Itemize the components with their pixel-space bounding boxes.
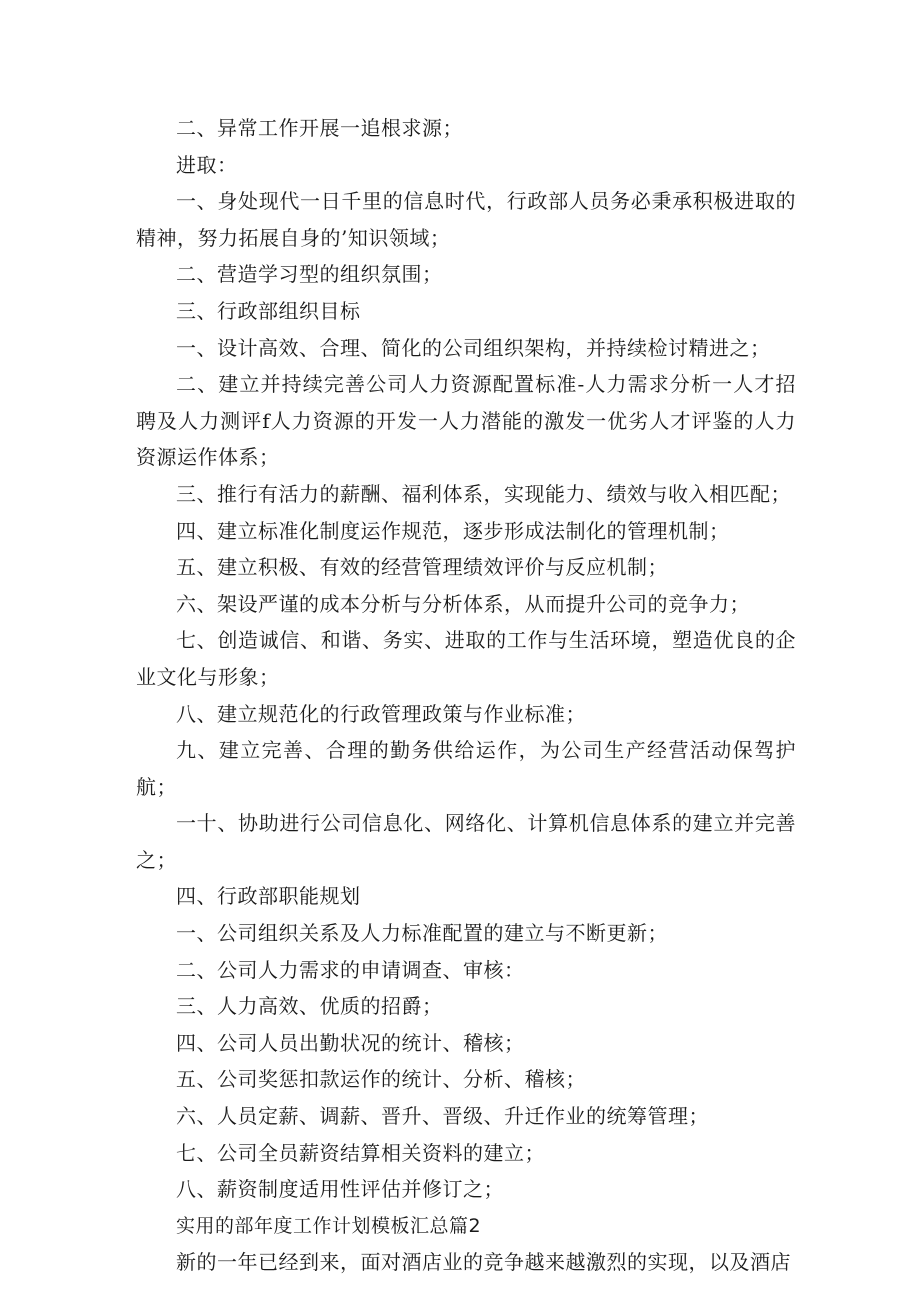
paragraph: 六、人员定薪、调薪、晋升、晋级、升迁作业的统筹管理； bbox=[176, 1104, 709, 1129]
article-title: 实用的部年度工作计划模板汇总篇2 bbox=[176, 1214, 482, 1237]
paragraph: 八、薪资制度适用性评估并修订之； bbox=[176, 1177, 504, 1202]
section-heading: 四、行政部职能规划 bbox=[176, 884, 361, 909]
paragraph: 二、营造学习型的组织氛围； bbox=[176, 262, 443, 287]
section-heading: 三、行政部组织目标 bbox=[176, 298, 361, 323]
paragraph: 四、公司人员出勤状况的统计、稽核； bbox=[176, 1030, 525, 1055]
paragraph: 一、公司组织关系及人力标准配置的建立与不断更新； bbox=[176, 921, 668, 946]
paragraph: 五、建立积极、有效的经营管理绩效评价与反应机制； bbox=[176, 555, 668, 580]
paragraph: 九、建立完善、合理的勤务供给运作，为公司生产经营活动保驾护航； bbox=[136, 738, 796, 799]
paragraph: 二、异常工作开展一追根求源； bbox=[176, 116, 463, 140]
paragraph: 六、架设严谨的成本分析与分析体系，从而提升公司的竞争力； bbox=[176, 591, 750, 616]
paragraph: 一十、协助进行公司信息化、网络化、计算机信息体系的建立并完善之； bbox=[136, 811, 796, 872]
paragraph: 七、公司全员薪资结算相关资料的建立； bbox=[176, 1140, 545, 1165]
paragraph: 三、人力高效、优质的招爵； bbox=[176, 994, 443, 1019]
document-body bbox=[136, 110, 796, 1281]
paragraph: 八、建立规范化的行政管理政策与作业标准； bbox=[176, 701, 586, 726]
paragraph: 二、建立并持续完善公司人力资源配置标准-人力需求分析一人才招聘及人力测评f人力资源的开发一人力潜能的激发一优劣人才评鉴的人力资源运作体系； bbox=[136, 372, 796, 470]
paragraph: 二、公司人力需求的申请调查、审核： bbox=[176, 957, 525, 982]
paragraph: 一、设计高效、合理、简化的公司组织架构，并持续检讨精进之； bbox=[176, 335, 771, 360]
paragraph: 七、创造诚信、和谐、务实、进取的工作与生活环境，塑造优良的企业文化与形象； bbox=[136, 628, 796, 689]
paragraph: 进取： bbox=[176, 152, 238, 177]
paragraph: 五、公司奖惩扣款运作的统计、分析、稽核； bbox=[176, 1067, 586, 1092]
paragraph: 新的一年已经到来，面对酒店业的竞争越来越激烈的实现，以及酒店 bbox=[176, 1250, 791, 1275]
paragraph: 三、推行有活力的薪酬、福利体系，实现能力、绩效与收入相匹配； bbox=[176, 481, 791, 506]
paragraph: 四、建立标准化制度运作规范，逐步形成法制化的管理机制； bbox=[176, 518, 730, 543]
paragraph: 一、身处现代一日千里的信息时代，行政部人员务必秉承积极进取的精神，努力拓展自身的’知识领域； bbox=[136, 189, 796, 250]
